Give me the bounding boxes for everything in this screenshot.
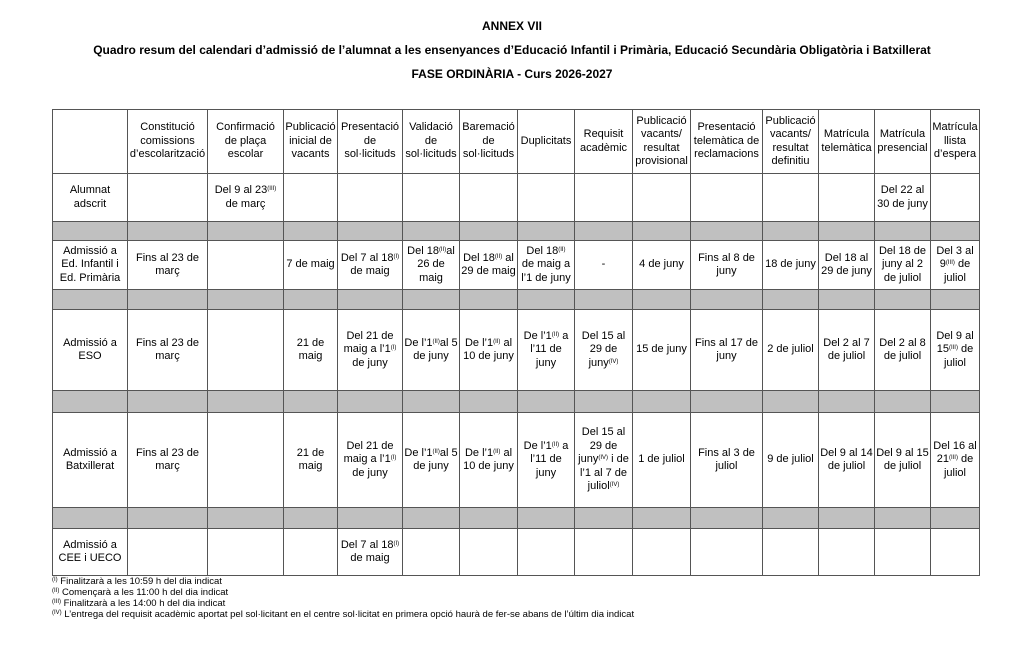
separator-cell — [875, 290, 931, 310]
header-row — [53, 110, 980, 174]
separator-cell — [403, 222, 460, 241]
column-header: Baremació de sol·licituds — [460, 110, 518, 174]
table-cell — [460, 413, 518, 508]
table-cell — [518, 413, 575, 508]
separator-cell — [338, 508, 403, 529]
cell-text: 1 de juliol — [638, 453, 685, 466]
table-row — [53, 310, 980, 391]
column-header: Confirmació de plaça escolar — [208, 110, 284, 174]
footnote-mark: (IV) — [598, 455, 609, 462]
column-header: Requisit acadèmic — [575, 110, 633, 174]
cell-text: 15 de juny — [636, 343, 687, 356]
column-header: Duplicitats — [518, 110, 575, 174]
table-cell — [819, 529, 875, 576]
cell-text: 9 de juliol — [767, 453, 814, 466]
separator-cell — [931, 391, 980, 413]
cell-text: 21 de maig — [296, 446, 325, 472]
separator-cell — [819, 222, 875, 241]
table-cell — [284, 241, 338, 290]
table-cell — [460, 310, 518, 391]
cell-text: 18 de juny — [765, 258, 816, 271]
separator-row — [53, 290, 980, 310]
table-cell — [518, 529, 575, 576]
separator-cell — [128, 222, 208, 241]
separator-row — [53, 222, 980, 241]
footnote-mark: (II) — [494, 253, 503, 260]
column-header: Publicació vacants/ resultat provisional — [633, 110, 691, 174]
row-label: Alumnat adscrit — [53, 174, 128, 222]
table-cell — [819, 174, 875, 222]
table-cell — [691, 310, 763, 391]
cell-text: a l’11 de juny — [530, 329, 569, 369]
footnote — [52, 609, 634, 620]
table-cell — [208, 174, 284, 222]
cell-text: i de l’1 al 7 de juliol — [579, 453, 629, 493]
separator-cell — [575, 391, 633, 413]
cell-text: Del 15 al 29 de juny — [581, 329, 626, 369]
separator-cell — [691, 290, 763, 310]
column-header: Publicació inicial de vacants — [284, 110, 338, 174]
cell-text: al 29 de maig — [461, 251, 516, 277]
table-cell — [338, 529, 403, 576]
footnote-mark: (II) — [558, 246, 566, 253]
separator-cell — [53, 508, 128, 529]
cell-text: de maig — [350, 265, 390, 277]
table-cell — [575, 529, 633, 576]
separator-row — [53, 391, 980, 413]
cell-text: Fins al 8 de juny — [698, 251, 755, 277]
cell-text: De l’1 — [523, 329, 552, 342]
table-cell — [931, 174, 980, 222]
separator-cell — [633, 222, 691, 241]
footnote-text: Començarà a les 11:00 h del dia indicat — [59, 587, 229, 598]
separator-cell — [575, 222, 633, 241]
cell-text: Del 18 — [526, 244, 559, 257]
cell-text: Del 18 de juny al 2 de juliol — [878, 244, 927, 284]
cell-text: Fins al 23 de març — [136, 336, 199, 362]
table-cell — [819, 310, 875, 391]
separator-cell — [931, 290, 980, 310]
separator-cell — [691, 508, 763, 529]
cell-text: Del 7 al 18 — [340, 538, 394, 551]
separator-cell — [208, 391, 284, 413]
cell-text: Del 18 — [463, 251, 495, 264]
table-row — [53, 529, 980, 576]
table-cell — [633, 310, 691, 391]
cell-text: Del 3 al 9 — [936, 244, 974, 271]
separator-cell — [518, 508, 575, 529]
separator-cell — [763, 290, 819, 310]
table-cell — [575, 310, 633, 391]
cell-text: Fins al 17 de juny — [695, 336, 758, 362]
separator-cell — [931, 222, 980, 241]
table-cell — [819, 241, 875, 290]
column-header: Matrícula telemàtica — [819, 110, 875, 174]
separator-cell — [208, 222, 284, 241]
cell-text: de juliol — [943, 453, 974, 479]
footnote-mark: (II) — [493, 448, 501, 455]
table-cell — [128, 529, 208, 576]
separator-cell — [931, 508, 980, 529]
cell-text: al 5 de juny — [413, 446, 458, 472]
separator-cell — [763, 508, 819, 529]
cell-text: de maig — [350, 552, 390, 564]
footnote-mark: (III) — [948, 345, 958, 352]
table-cell — [575, 413, 633, 508]
cell-text: Del 22 al 30 de juny — [877, 184, 928, 210]
cell-text: al 5 de juny — [413, 336, 458, 362]
table-cell — [691, 529, 763, 576]
separator-cell — [518, 391, 575, 413]
table-cell — [691, 413, 763, 508]
cell-text: Del 2 al 8 de juliol — [879, 336, 926, 362]
table-cell — [284, 310, 338, 391]
separator-cell — [460, 508, 518, 529]
cell-text: de maig a l’1 de juny — [521, 258, 571, 284]
separator-cell — [691, 222, 763, 241]
cell-text: 4 de juny — [639, 258, 684, 271]
separator-cell — [819, 508, 875, 529]
separator-cell — [338, 222, 403, 241]
table-cell — [763, 529, 819, 576]
cell-text: Del 18 al 29 de juny — [821, 251, 872, 277]
separator-cell — [518, 290, 575, 310]
cell-text: Del 9 al 23 — [214, 184, 268, 196]
separator-cell — [284, 222, 338, 241]
separator-cell — [460, 290, 518, 310]
separator-cell — [338, 290, 403, 310]
separator-cell — [403, 290, 460, 310]
column-header: Presentació de sol·licituds — [338, 110, 403, 174]
cell-text: al 10 de juny — [463, 336, 514, 362]
table-cell — [284, 529, 338, 576]
footnote-mark: (III) — [948, 455, 958, 462]
footnote-mark: (II) — [551, 441, 560, 448]
footnote — [52, 587, 634, 598]
cell-text: Fins al 23 de març — [136, 446, 199, 472]
separator-cell — [691, 391, 763, 413]
footnote-mark: (IV) — [609, 482, 620, 489]
document-subtitle: Quadro resum del calendari d’admissió de l’alumnat a les ensenyances d’Educació Infantil i Primària, Educació Secundària Obligatòria i Batxillerat — [93, 43, 931, 57]
cell-text: Fins al 3 de juliol — [698, 446, 755, 472]
table-cell — [691, 241, 763, 290]
table-cell — [518, 174, 575, 222]
table-cell — [338, 413, 403, 508]
table-cell — [403, 529, 460, 576]
table-row — [53, 241, 980, 290]
cell-text: al 26 de maig — [417, 244, 455, 284]
separator-cell — [633, 391, 691, 413]
table-cell — [931, 413, 980, 508]
cell-text: 21 de maig — [296, 336, 325, 362]
table-cell — [819, 413, 875, 508]
cell-text: Del 18 — [407, 244, 439, 257]
separator-cell — [763, 391, 819, 413]
table-cell — [460, 241, 518, 290]
table-cell — [518, 310, 575, 391]
admission-calendar-table — [52, 109, 980, 576]
table-cell — [128, 310, 208, 391]
table-cell — [128, 174, 208, 222]
row-label: Admissió a CEE i UECO — [53, 529, 128, 576]
footnotes — [52, 576, 634, 620]
cell-text: de juliol — [943, 258, 971, 284]
footnote-mark: (IV) — [608, 358, 619, 365]
table-cell — [403, 174, 460, 222]
cell-text: de març — [225, 197, 266, 210]
table-cell — [875, 529, 931, 576]
separator-cell — [403, 391, 460, 413]
row-label: Admissió a ESO — [53, 310, 128, 391]
cell-text: Del 9 al 15 de juliol — [876, 446, 929, 472]
cell-text: Del 9 al 14 de juliol — [820, 446, 873, 472]
separator-cell — [460, 391, 518, 413]
footnote-mark: (III) — [945, 260, 955, 267]
table-cell — [763, 413, 819, 508]
table-cell — [403, 413, 460, 508]
table-cell — [691, 174, 763, 222]
separator-cell — [128, 508, 208, 529]
column-header: Constitució comissions d’escolarització — [128, 110, 208, 174]
footnote-mark: (II) — [432, 448, 440, 455]
separator-cell — [53, 290, 128, 310]
footnote-mark: (I) — [390, 455, 397, 462]
separator-cell — [403, 508, 460, 529]
table-cell — [128, 413, 208, 508]
cell-text: De l’1 — [464, 336, 494, 349]
separator-cell — [575, 290, 633, 310]
separator-cell — [518, 222, 575, 241]
table-row — [53, 413, 980, 508]
separator-cell — [633, 290, 691, 310]
column-header: Validació de sol·licituds — [403, 110, 460, 174]
footnote — [52, 598, 634, 609]
separator-cell — [53, 391, 128, 413]
footnote-mark: (I) — [393, 253, 400, 260]
table-cell — [403, 241, 460, 290]
column-header: Presentació telemàtica de reclamacions — [691, 110, 763, 174]
annex-title: ANNEX VII — [481, 19, 542, 33]
table-cell — [575, 241, 633, 290]
table-cell — [633, 413, 691, 508]
separator-cell — [875, 222, 931, 241]
footnote — [52, 576, 634, 587]
table-cell — [763, 174, 819, 222]
separator-cell — [875, 391, 931, 413]
column-header: Matrícula presencial — [875, 110, 931, 174]
separator-cell — [53, 222, 128, 241]
header-corner — [53, 110, 128, 174]
table-cell — [338, 241, 403, 290]
table-cell — [931, 241, 980, 290]
column-header: Publicació vacants/ resultat definitiu — [763, 110, 819, 174]
table-cell — [208, 310, 284, 391]
cell-text: Del 16 al 21 — [933, 439, 977, 466]
separator-cell — [208, 290, 284, 310]
footnote-mark: (II) — [438, 246, 447, 253]
footnote-text: Finalitzarà a les 10:59 h del dia indicat — [57, 576, 222, 587]
footnote-mark: (I) — [393, 540, 400, 547]
table-cell — [763, 241, 819, 290]
table-cell — [403, 310, 460, 391]
footnote-mark: (III) — [267, 186, 277, 192]
phase-title: FASE ORDINÀRIA - Curs 2026-2027 — [411, 67, 613, 81]
separator-cell — [633, 508, 691, 529]
table-cell — [875, 174, 931, 222]
cell-text: al 10 de juny — [463, 446, 514, 472]
footnote-text: Finalitzarà a les 14:00 h del dia indicat — [61, 598, 226, 609]
cell-text: De l’1 — [404, 446, 433, 459]
separator-cell — [128, 290, 208, 310]
cell-text: De l’1 — [523, 439, 552, 452]
table-cell — [460, 529, 518, 576]
row-label: Admissió a Ed. Infantil i Ed. Primària — [53, 241, 128, 290]
cell-text: 2 de juliol — [767, 343, 814, 356]
cell-text: de juny — [352, 466, 388, 479]
footnote-mark: (II) — [493, 338, 501, 345]
table-cell — [633, 241, 691, 290]
cell-text: 7 de maig — [286, 258, 335, 271]
table-cell — [931, 529, 980, 576]
footnote-mark: (I) — [390, 345, 397, 352]
column-header: Matrícula llista d’espera — [931, 110, 980, 174]
table-cell — [875, 413, 931, 508]
footnote-mark: (IV) — [52, 610, 62, 616]
cell-text: De l’1 — [464, 446, 494, 459]
table-cell — [575, 174, 633, 222]
footnote-mark: (III) — [52, 599, 61, 605]
separator-row — [53, 508, 980, 529]
table-cell — [875, 241, 931, 290]
table-cell — [931, 310, 980, 391]
table-cell — [633, 529, 691, 576]
cell-text: - — [601, 258, 606, 271]
cell-text: Del 9 al 15 — [936, 329, 974, 356]
separator-cell — [284, 508, 338, 529]
table-cell — [338, 174, 403, 222]
cell-text: Del 21 de maig a l’1 — [343, 439, 394, 466]
cell-text: Del 7 al 18 — [340, 251, 394, 264]
separator-cell — [338, 391, 403, 413]
table-cell — [284, 174, 338, 222]
table-cell — [875, 310, 931, 391]
cell-text: Fins al 23 de març — [136, 251, 199, 277]
footnote-mark: (II) — [52, 588, 60, 594]
cell-text: Del 2 al 7 de juliol — [823, 336, 870, 362]
separator-cell — [208, 508, 284, 529]
footnote-mark: (II) — [432, 338, 440, 345]
separator-cell — [875, 508, 931, 529]
table-cell — [460, 174, 518, 222]
table-cell — [208, 241, 284, 290]
cell-text: Del 21 de maig a l’1 — [343, 329, 394, 356]
separator-cell — [819, 391, 875, 413]
separator-cell — [460, 222, 518, 241]
table-cell — [633, 174, 691, 222]
separator-cell — [575, 508, 633, 529]
row-label: Admissió a Batxillerat — [53, 413, 128, 508]
separator-cell — [284, 391, 338, 413]
cell-text: De l’1 — [404, 336, 433, 349]
cell-text: Del 15 al 29 de juny — [578, 426, 626, 466]
table-cell — [208, 413, 284, 508]
separator-cell — [819, 290, 875, 310]
cell-text: a l’11 de juny — [530, 439, 569, 479]
separator-cell — [284, 290, 338, 310]
table-cell — [518, 241, 575, 290]
table-cell — [128, 241, 208, 290]
footnote-text: L’entrega del requisit acadèmic aportat pel sol·licitant en el centre sol·licitat en primera opció haurà de fer-se abans de l’últim dia indicat — [61, 609, 635, 620]
table-cell — [338, 310, 403, 391]
footnote-mark: (I) — [52, 577, 58, 583]
table-cell — [208, 529, 284, 576]
cell-text: de juliol — [943, 343, 974, 369]
cell-text: de juny — [352, 356, 388, 369]
table-cell — [284, 413, 338, 508]
table-row — [53, 174, 980, 222]
separator-cell — [763, 222, 819, 241]
separator-cell — [128, 391, 208, 413]
footnote-mark: (II) — [551, 331, 560, 338]
table-cell — [763, 310, 819, 391]
